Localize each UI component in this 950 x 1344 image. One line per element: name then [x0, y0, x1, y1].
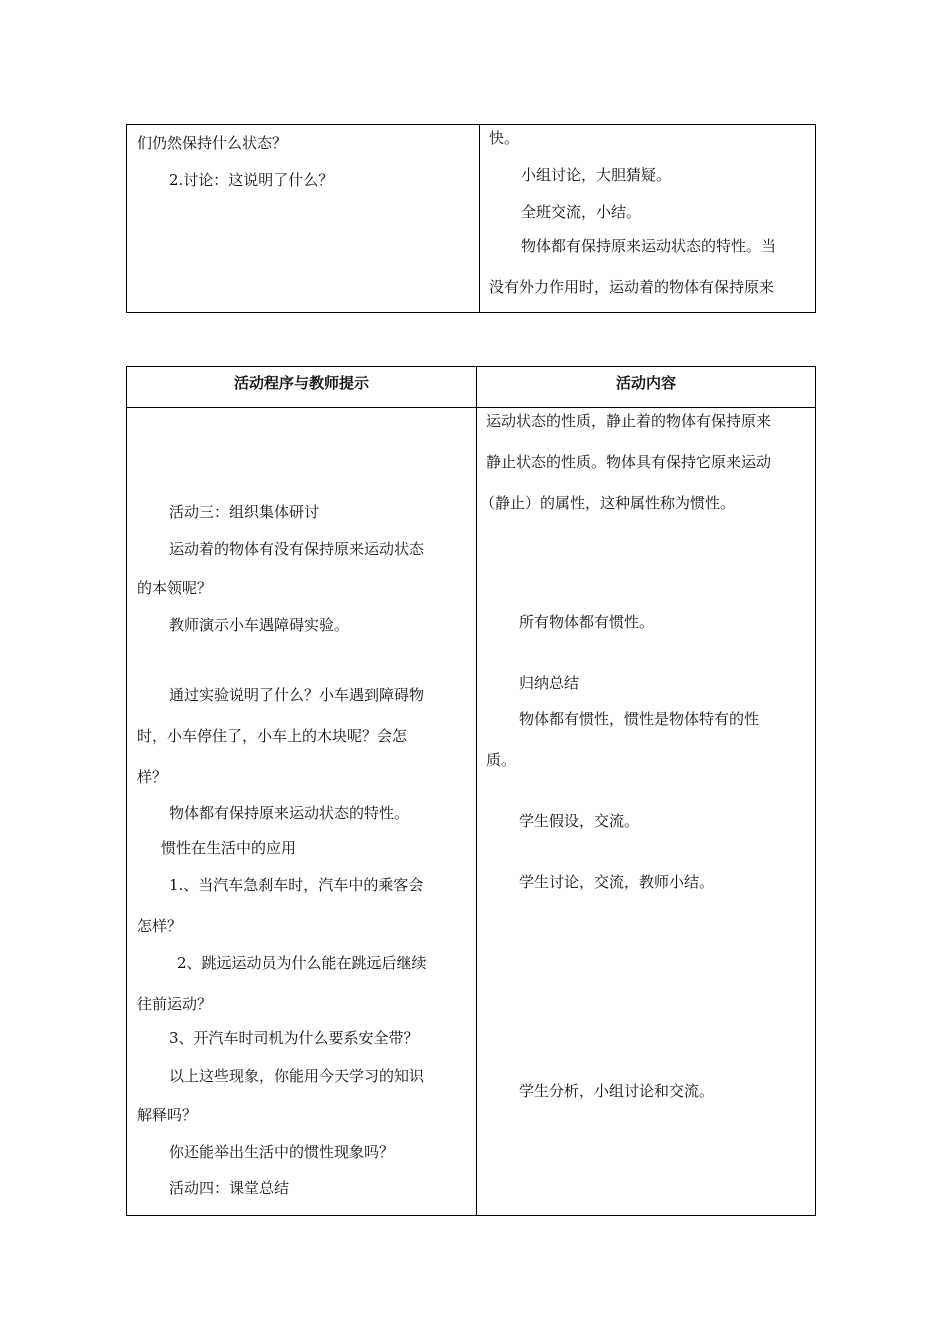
header-activity-content: 活动内容 [615, 374, 676, 392]
right-cell-line: 物体都有保持原来运动状态的特性。当 [521, 237, 777, 255]
left-cell-line: 1.、当汽车急刹车时，汽车中的乘客会 [169, 876, 424, 894]
left-cell-line: 解释吗？ [137, 1106, 198, 1124]
activity-table [126, 366, 816, 1216]
right-cell-line: 所有物体都有惯性。 [519, 613, 655, 631]
left-cell-line: 们仍然保持什么状态？ [137, 134, 288, 152]
left-cell-line: 2.讨论：这说明了什么？ [169, 171, 334, 189]
right-cell-line: 没有外力作用时，运动着的物体有保持原来 [489, 278, 775, 296]
header-activity-procedure: 活动程序与教师提示 [233, 374, 369, 392]
left-cell-line: 的本领呢？ [137, 579, 213, 597]
left-cell-line: 你还能举出生活中的惯性现象吗？ [169, 1143, 395, 1161]
left-cell-line: 时，小车停住了，小车上的木块呢？会怎 [137, 727, 408, 745]
left-cell-line: 往前运动？ [137, 995, 213, 1013]
left-cell-line: 惯性在生活中的应用 [161, 839, 297, 857]
column-divider [479, 125, 480, 312]
right-cell-line: 物体都有惯性，惯性是物体特有的性 [519, 710, 760, 728]
left-cell-line: 活动四：课堂总结 [169, 1179, 290, 1197]
left-cell-line: 活动三：组织集体研讨 [169, 503, 320, 521]
right-cell-line: 学生分析，小组讨论和交流。 [519, 1082, 715, 1100]
right-cell-line: 学生假设，交流。 [519, 812, 640, 830]
right-cell-line: 运动状态的性质，静止着的物体有保持原来 [486, 412, 772, 430]
left-cell-line: 3、开汽车时司机为什么要系安全带？ [169, 1029, 419, 1047]
left-cell-line: 物体都有保持原来运动状态的特性。 [169, 804, 410, 822]
left-cell-line: 样？ [137, 768, 168, 786]
right-cell-line: 学生讨论，交流，教师小结。 [519, 873, 715, 891]
table-continuation [126, 124, 816, 313]
left-cell-line: 运动着的物体有没有保持原来运动状态 [169, 540, 425, 558]
column-divider [476, 367, 477, 1215]
left-cell-line: 教师演示小车遇障碍实验。 [169, 616, 350, 634]
right-cell-line: （静止）的属性，这种属性称为惯性。 [480, 494, 736, 512]
right-cell-line: 静止状态的性质。物体具有保持它原来运动 [486, 453, 772, 471]
right-cell-line: 全班交流，小结。 [521, 203, 642, 221]
right-cell-line: 质。 [486, 751, 517, 769]
header-divider [127, 407, 815, 408]
left-cell-line: 怎样？ [137, 917, 183, 935]
right-cell-line: 小组讨论，大胆猜疑。 [521, 166, 672, 184]
left-cell-line: 通过实验说明了什么？小车遇到障碍物 [169, 686, 425, 704]
left-cell-line: 以上这些现象，你能用今天学习的知识 [169, 1067, 425, 1085]
right-cell-line: 快。 [489, 129, 520, 147]
left-cell-line: 2、跳远运动员为什么能在跳远后继续 [177, 954, 427, 972]
right-cell-line: 归纳总结 [519, 674, 580, 692]
